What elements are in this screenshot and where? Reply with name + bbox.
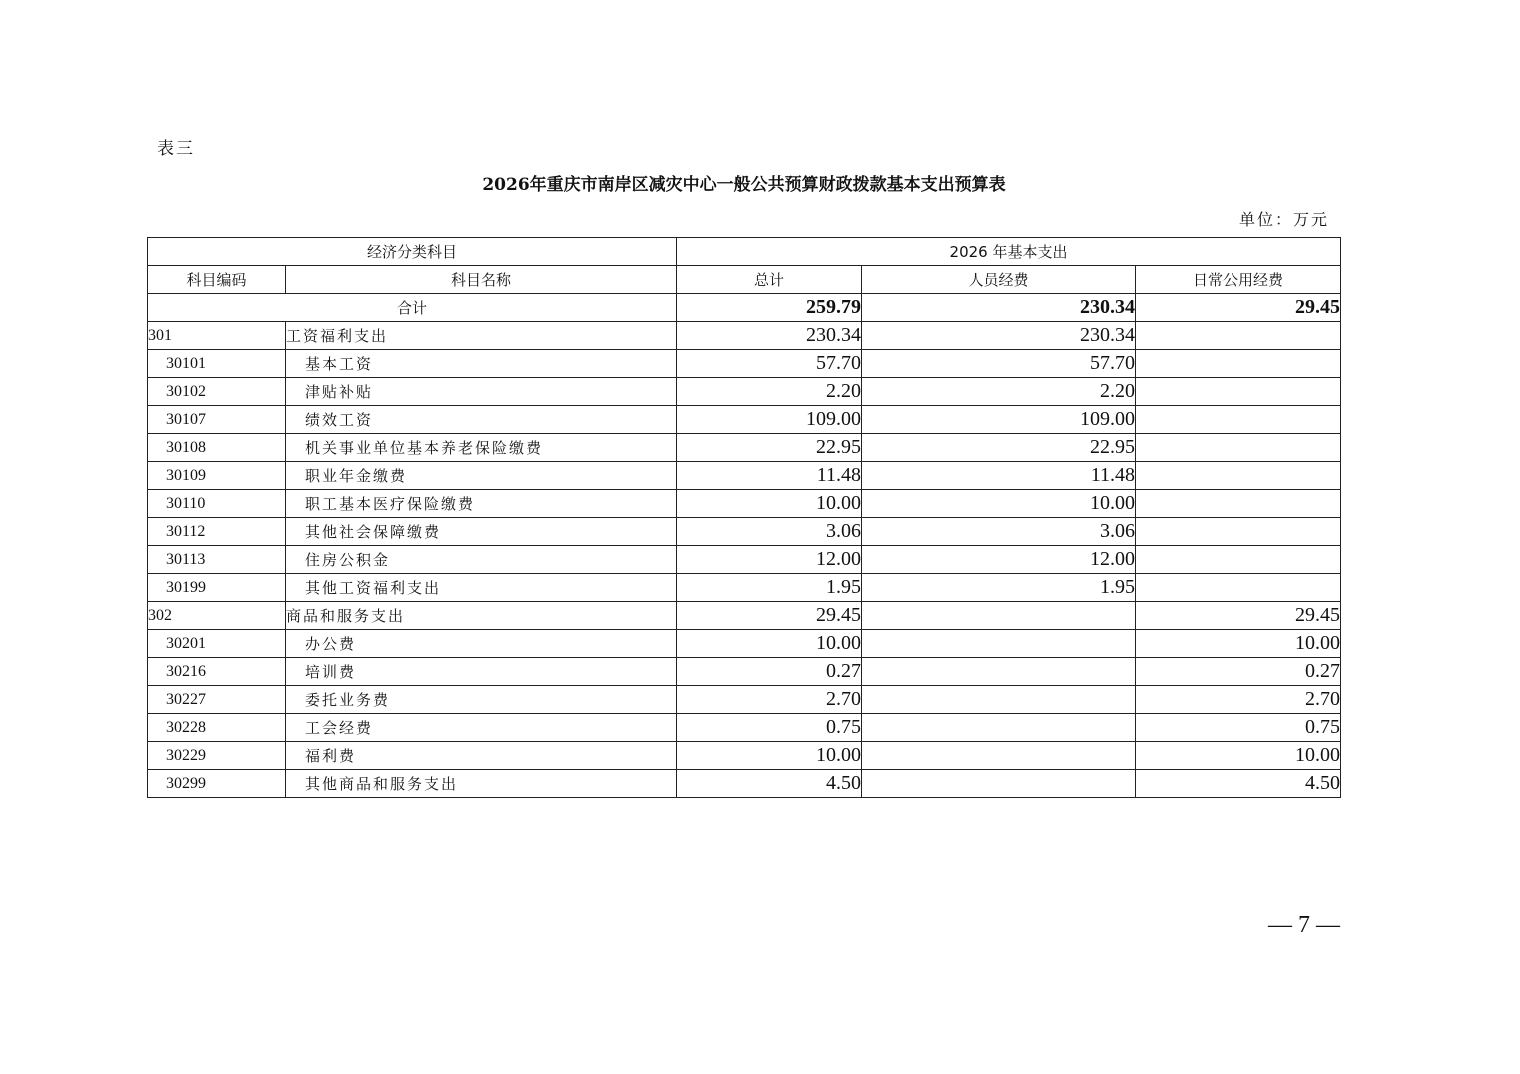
row-daily-cost bbox=[1136, 490, 1341, 518]
row-daily-cost: 0.75 bbox=[1136, 714, 1341, 742]
row-name: 商品和服务支出 bbox=[286, 602, 677, 630]
row-code: 30113 bbox=[148, 546, 286, 574]
row-daily-cost bbox=[1136, 518, 1341, 546]
row-code: 30102 bbox=[148, 378, 286, 406]
row-code: 301 bbox=[148, 322, 286, 350]
header-daily-cost: 日常公用经费 bbox=[1136, 266, 1341, 294]
row-total: 230.34 bbox=[677, 322, 862, 350]
header-economic-classification: 经济分类科目 bbox=[148, 238, 677, 266]
page-number: — 7 — bbox=[1268, 912, 1340, 938]
total-daily: 29.45 bbox=[1136, 294, 1341, 322]
row-total: 2.20 bbox=[677, 378, 862, 406]
row-daily-cost: 29.45 bbox=[1136, 602, 1341, 630]
row-total: 0.75 bbox=[677, 714, 862, 742]
table-row bbox=[148, 770, 1341, 798]
table-row bbox=[148, 518, 1341, 546]
table-row bbox=[148, 574, 1341, 602]
total-total: 259.79 bbox=[677, 294, 862, 322]
row-staff-cost bbox=[862, 714, 1136, 742]
row-name: 其他工资福利支出 bbox=[286, 574, 677, 602]
row-daily-cost bbox=[1136, 350, 1341, 378]
table-row bbox=[148, 322, 1341, 350]
header-total: 总计 bbox=[677, 266, 862, 294]
table-row bbox=[148, 602, 1341, 630]
row-code: 30299 bbox=[148, 770, 286, 798]
header-group-row bbox=[148, 238, 1341, 266]
total-staff: 230.34 bbox=[862, 294, 1136, 322]
table-row bbox=[148, 658, 1341, 686]
row-code: 30227 bbox=[148, 686, 286, 714]
table-row bbox=[148, 546, 1341, 574]
row-daily-cost: 4.50 bbox=[1136, 770, 1341, 798]
row-name: 机关事业单位基本养老保险缴费 bbox=[286, 434, 677, 462]
row-total: 3.06 bbox=[677, 518, 862, 546]
row-name: 培训费 bbox=[286, 658, 677, 686]
table-row bbox=[148, 434, 1341, 462]
row-staff-cost: 10.00 bbox=[862, 490, 1136, 518]
row-total: 12.00 bbox=[677, 546, 862, 574]
table-row bbox=[148, 350, 1341, 378]
header-code: 科目编码 bbox=[148, 266, 286, 294]
table-row bbox=[148, 406, 1341, 434]
table-row bbox=[148, 378, 1341, 406]
row-staff-cost bbox=[862, 686, 1136, 714]
row-code: 30110 bbox=[148, 490, 286, 518]
row-total: 11.48 bbox=[677, 462, 862, 490]
row-code: 30228 bbox=[148, 714, 286, 742]
row-total: 1.95 bbox=[677, 574, 862, 602]
row-staff-cost: 11.48 bbox=[862, 462, 1136, 490]
row-total: 10.00 bbox=[677, 742, 862, 770]
row-daily-cost bbox=[1136, 546, 1341, 574]
row-daily-cost: 2.70 bbox=[1136, 686, 1341, 714]
row-name: 其他社会保障缴费 bbox=[286, 518, 677, 546]
row-name: 办公费 bbox=[286, 630, 677, 658]
row-daily-cost bbox=[1136, 462, 1341, 490]
row-staff-cost: 57.70 bbox=[862, 350, 1136, 378]
row-staff-cost bbox=[862, 658, 1136, 686]
row-name: 职工基本医疗保险缴费 bbox=[286, 490, 677, 518]
row-name: 福利费 bbox=[286, 742, 677, 770]
row-code: 302 bbox=[148, 602, 286, 630]
row-total: 10.00 bbox=[677, 630, 862, 658]
row-name: 住房公积金 bbox=[286, 546, 677, 574]
row-total: 109.00 bbox=[677, 406, 862, 434]
table-row bbox=[148, 490, 1341, 518]
row-staff-cost: 1.95 bbox=[862, 574, 1136, 602]
row-daily-cost bbox=[1136, 434, 1341, 462]
table-row bbox=[148, 742, 1341, 770]
header-column-row bbox=[148, 266, 1341, 294]
table-row bbox=[148, 686, 1341, 714]
row-code: 30101 bbox=[148, 350, 286, 378]
row-code: 30216 bbox=[148, 658, 286, 686]
table-row bbox=[148, 630, 1341, 658]
header-name: 科目名称 bbox=[286, 266, 677, 294]
document-title: 2026年重庆市南岸区减灾中心一般公共预算财政拨款基本支出预算表 bbox=[482, 175, 1006, 195]
table-row bbox=[148, 462, 1341, 490]
header-staff-cost: 人员经费 bbox=[862, 266, 1136, 294]
row-code: 30109 bbox=[148, 462, 286, 490]
row-total: 4.50 bbox=[677, 770, 862, 798]
row-code: 30201 bbox=[148, 630, 286, 658]
row-daily-cost bbox=[1136, 406, 1341, 434]
row-code: 30108 bbox=[148, 434, 286, 462]
row-staff-cost bbox=[862, 630, 1136, 658]
row-total: 2.70 bbox=[677, 686, 862, 714]
row-name: 职业年金缴费 bbox=[286, 462, 677, 490]
row-staff-cost: 2.20 bbox=[862, 378, 1136, 406]
row-total: 22.95 bbox=[677, 434, 862, 462]
row-total: 29.45 bbox=[677, 602, 862, 630]
row-total: 57.70 bbox=[677, 350, 862, 378]
table-row bbox=[148, 714, 1341, 742]
row-total: 0.27 bbox=[677, 658, 862, 686]
row-daily-cost: 10.00 bbox=[1136, 742, 1341, 770]
total-row bbox=[148, 294, 1341, 322]
row-name: 工会经费 bbox=[286, 714, 677, 742]
row-staff-cost: 3.06 bbox=[862, 518, 1136, 546]
budget-table bbox=[147, 237, 1341, 798]
header-basic-expenditure: 2026 年基本支出 bbox=[677, 238, 1341, 266]
row-name: 津贴补贴 bbox=[286, 378, 677, 406]
unit-label: 单位：万元 bbox=[1238, 210, 1329, 229]
row-daily-cost: 0.27 bbox=[1136, 658, 1341, 686]
row-code: 30112 bbox=[148, 518, 286, 546]
row-staff-cost bbox=[862, 602, 1136, 630]
row-code: 30107 bbox=[148, 406, 286, 434]
row-name: 其他商品和服务支出 bbox=[286, 770, 677, 798]
row-name: 基本工资 bbox=[286, 350, 677, 378]
row-daily-cost bbox=[1136, 574, 1341, 602]
row-daily-cost: 10.00 bbox=[1136, 630, 1341, 658]
row-daily-cost bbox=[1136, 378, 1341, 406]
row-code: 30229 bbox=[148, 742, 286, 770]
row-staff-cost bbox=[862, 742, 1136, 770]
row-total: 10.00 bbox=[677, 490, 862, 518]
row-staff-cost: 109.00 bbox=[862, 406, 1136, 434]
row-name: 委托业务费 bbox=[286, 686, 677, 714]
table-label: 表三 bbox=[157, 139, 195, 159]
total-label: 合计 bbox=[148, 294, 677, 322]
row-staff-cost bbox=[862, 770, 1136, 798]
row-staff-cost: 22.95 bbox=[862, 434, 1136, 462]
row-staff-cost: 12.00 bbox=[862, 546, 1136, 574]
row-name: 绩效工资 bbox=[286, 406, 677, 434]
row-daily-cost bbox=[1136, 322, 1341, 350]
row-staff-cost: 230.34 bbox=[862, 322, 1136, 350]
row-name: 工资福利支出 bbox=[286, 322, 677, 350]
row-code: 30199 bbox=[148, 574, 286, 602]
